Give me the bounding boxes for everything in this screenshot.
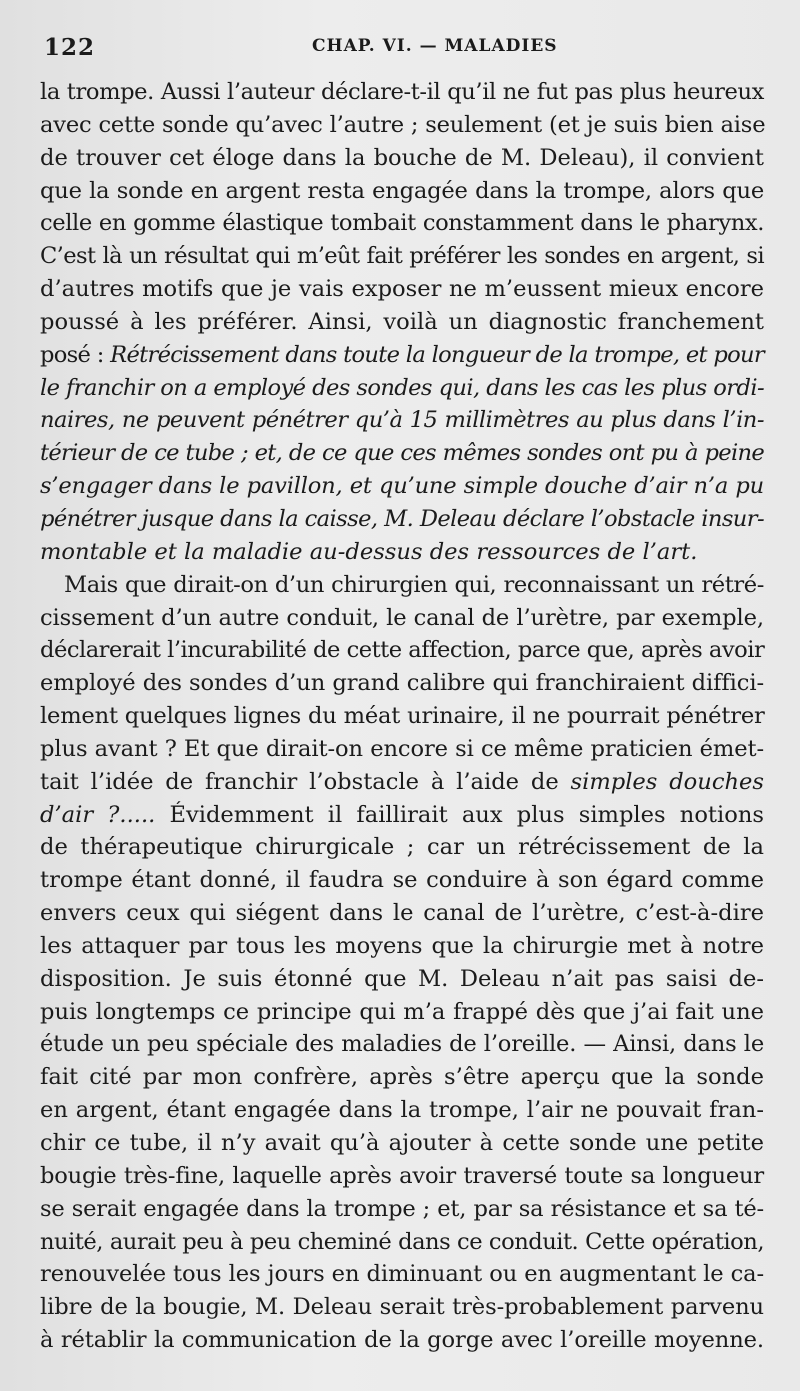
text-line: poussé à les préférer. Ainsi, voilà un diagnostic franchement — [40, 308, 764, 335]
italic-text-line: pénétrer jusque dans la caisse, M. Deleau déclare l’obstacle insur- — [40, 505, 764, 532]
text-line: puis longtemps ce principe qui m’a frappé dès que j’ai fait une — [40, 998, 764, 1025]
text-line: envers ceux qui siégent dans le canal de l’urètre, c’est-à-dire — [40, 900, 764, 927]
text-line — [40, 766, 764, 799]
text-line: déclarerait l’incurabilité de cette affection, parce que, après avoir — [40, 637, 765, 664]
italic-text-line: naires, ne peuvent pénétrer qu’à 15 millimètres au plus dans l’in- — [40, 407, 764, 434]
text-line: étude un peu spéciale des maladies de l’oreille. — Ainsi, dans le — [40, 1031, 764, 1058]
text-line: que la sonde en argent resta engagée dans la trompe, alors que — [40, 177, 764, 204]
text-line: avec cette sonde qu’avec l’autre ; seulement (et je suis bien aise — [40, 111, 766, 138]
text-line: trompe étant donné, il faudra se conduire à son égard comme — [40, 867, 764, 894]
text-line: à rétablir la communication de la gorge avec l’oreille moyenne. — [40, 1327, 764, 1354]
text-line: libre de la bougie, M. Deleau serait très-probablement parvenu — [40, 1294, 764, 1321]
italic-text-segment: simples douches — [570, 768, 764, 795]
running-head: CHAP. VI. — MALADIES — [312, 36, 558, 56]
text-line: employé des sondes d’un grand calibre qui franchiraient diffici- — [40, 670, 764, 697]
italic-text-line: s’engager dans le pavillon, et qu’une simple douche d’air n’a pu — [40, 473, 764, 500]
text-line: d’autres motifs que je vais exposer ne m’eussent mieux encore — [40, 276, 764, 303]
text-line: lement quelques lignes du méat urinaire, il ne pourrait pénétrer — [40, 703, 765, 730]
text-line: celle en gomme élastique tombait constamment dans le pharynx. — [40, 210, 764, 237]
text-line: la trompe. Aussi l’auteur déclare-t-il qu’il ne fut pas plus heureux — [40, 79, 764, 105]
text-line: en argent, étant engagée dans la trompe, l’air ne pouvait fran- — [40, 1097, 764, 1124]
text-line: de trouver cet éloge dans la bouche de M. Deleau), il convient — [40, 144, 764, 171]
italic-text-segment: Rétrécissement dans toute la longueur de la trompe, et pour — [110, 341, 765, 368]
text-line: C’est là un résultat qui m’eût fait préférer les sondes en argent, si — [40, 243, 764, 270]
text-line — [40, 339, 764, 372]
text-line: se serait engagée dans la trompe ; et, par sa résistance et sa té- — [40, 1195, 764, 1222]
italic-text-line: le franchir on a employé des sondes qui, dans les cas les plus ordi- — [40, 374, 764, 401]
text-line: renouvelée tous les jours en diminuant ou en augmentant le ca- — [40, 1261, 765, 1288]
page-number: 122 — [44, 34, 96, 61]
text-line: bougie très-fine, laquelle après avoir traversé toute sa longueur — [40, 1162, 764, 1189]
text-line: fait cité par mon confrère, après s’être aperçu que la sonde — [40, 1064, 764, 1091]
body-text — [40, 76, 764, 1357]
text-line: les attaquer par tous les moyens que la chirurgie met à notre — [40, 932, 764, 959]
text-line: nuité, aurait peu à peu cheminé dans ce conduit. Cette opération, — [40, 1228, 764, 1255]
page-header — [44, 34, 776, 61]
text-segment: tait l’idée de franchir l’obstacle à l’aide de — [40, 768, 571, 795]
text-line — [40, 799, 764, 832]
text-segment: Évidemment il faillirait aux plus simples notions — [155, 801, 764, 828]
italic-text-segment: d’air ?..... — [40, 801, 156, 828]
text-line: de thérapeutique chirurgicale ; car un rétrécissement de la — [40, 834, 764, 861]
italic-text-line: térieur de ce tube ; et, de ce que ces mêmes sondes ont pu à peine — [40, 440, 764, 467]
paragraph-first-line: Mais que dirait-on d’un chirurgien qui, reconnaissant un rétré- — [64, 571, 764, 598]
text-segment: posé : — [40, 341, 111, 368]
text-line: plus avant ? Et que dirait-on encore si ce même praticien émet- — [40, 735, 764, 762]
text-line: disposition. Je suis étonné que M. Deleau n’ait pas saisi de- — [40, 965, 764, 992]
text-line: chir ce tube, il n’y avait qu’à ajouter à cette sonde une petite — [40, 1130, 764, 1156]
italic-text-line: montable et la maladie au-dessus des ressources de l’art. — [40, 538, 698, 565]
text-line: cissement d’un autre conduit, le canal de l’urètre, par exemple, — [40, 604, 764, 631]
